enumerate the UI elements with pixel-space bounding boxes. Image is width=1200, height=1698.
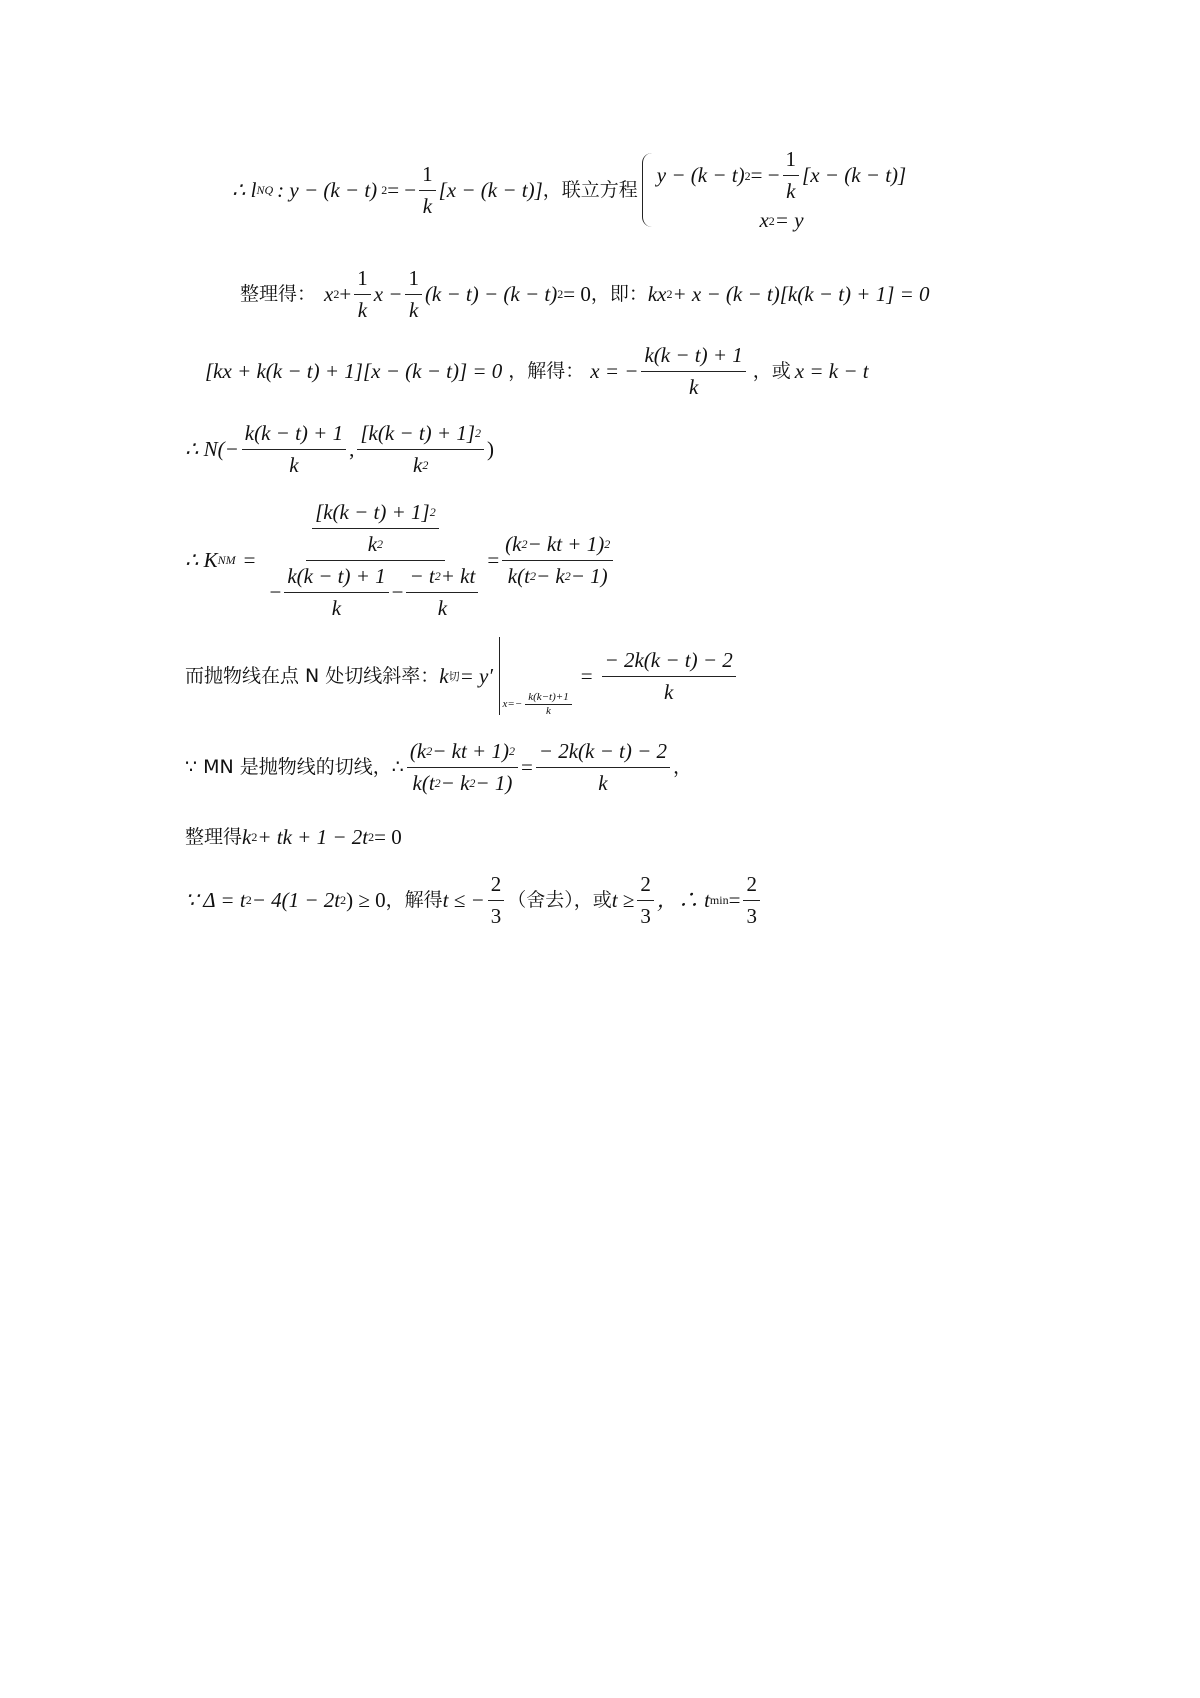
l7-f1-den-pow: 2 xyxy=(434,776,441,790)
l3-cn2: ，或 xyxy=(752,359,791,382)
l4-f1-num: k(k − t) + 1 xyxy=(242,423,346,450)
l8-b-pow: 2 xyxy=(368,830,375,844)
l7-f1-den xyxy=(410,768,516,794)
l2-b: + xyxy=(339,281,352,306)
l8-a-pow: 2 xyxy=(251,830,258,844)
l5-r-num-pow: 2 xyxy=(521,537,528,551)
l7-c: ， xyxy=(673,755,693,778)
l5-bot-a: − xyxy=(269,579,282,604)
l7-f1-den-mid: − k xyxy=(440,770,470,795)
l5-result-fraction xyxy=(502,531,613,588)
l6-a-sub: 切 xyxy=(448,669,460,683)
l5-top-frac xyxy=(312,499,439,556)
l7-a: ∵ MN 是抛物线的切线，∴ xyxy=(185,755,404,778)
l2-g: + x − (k − t)[k(k − t) + 1] = 0 xyxy=(672,281,930,306)
l2-f1-num: 1 xyxy=(354,268,371,295)
l7-f1-num-post: − kt + 1) xyxy=(432,738,509,763)
l5-bottom xyxy=(266,561,484,619)
sys1-fraction xyxy=(783,149,800,202)
l5-top-num xyxy=(312,499,439,529)
sys2-pow: 2 xyxy=(768,213,775,228)
equation-line-9 xyxy=(185,868,763,932)
equation-line-4 xyxy=(185,418,494,480)
l5-r-den xyxy=(505,561,611,587)
l1-eq-mid: = − xyxy=(387,177,417,202)
l1-frac-den: k xyxy=(422,193,433,218)
equation-line-1 xyxy=(232,147,907,232)
l9-f2-den: 3 xyxy=(640,903,651,928)
l5-b: = xyxy=(243,547,256,572)
equation-line-7 xyxy=(185,734,692,800)
l7-b: = xyxy=(520,754,533,779)
sys2-pre: x xyxy=(759,208,769,232)
l2-frac-2 xyxy=(405,265,422,322)
l2-d: (k − t) − (k − t) xyxy=(424,281,558,306)
l9-b: − 4(1 − 2t xyxy=(251,887,341,912)
l5-r-num-post: − kt + 1) xyxy=(527,531,605,556)
system-brace xyxy=(642,153,653,227)
l3-f-num: k(k − t) + 1 xyxy=(641,345,745,372)
l5-c: = xyxy=(487,547,500,572)
l4-f2-den-pow: 2 xyxy=(422,458,429,472)
l6-sub-den: k xyxy=(546,704,551,717)
equation-system xyxy=(657,149,906,231)
l3-fraction xyxy=(641,342,745,399)
l8-c: = 0 xyxy=(374,824,402,849)
l5-top-den-pow: 2 xyxy=(377,537,384,551)
l5-bot-frac-1 xyxy=(284,563,388,620)
l5-r-den-pre: k(t xyxy=(507,563,530,588)
l1-frac-num: 1 xyxy=(419,164,436,191)
l2-a-pow: 2 xyxy=(333,287,340,301)
sys1-den: k xyxy=(786,179,796,203)
l5-bot-b: − xyxy=(391,579,404,604)
sys1-post: [x − (k − t)] xyxy=(802,163,907,187)
sys1-num: 1 xyxy=(783,149,800,176)
l5-top xyxy=(306,499,445,561)
sys2-post: = y xyxy=(774,208,804,232)
l9-c: ) ≥ 0 xyxy=(346,887,386,912)
l9-frac-2 xyxy=(637,871,654,928)
l5-top-pow: 2 xyxy=(429,505,436,519)
sys1-pow: 2 xyxy=(744,168,751,183)
l9-d: t ≤ − xyxy=(442,887,485,912)
l4-a: ∴ N(− xyxy=(185,436,239,461)
system-row-1 xyxy=(657,149,906,202)
l9-f3-num: 2 xyxy=(743,874,760,901)
l4-f1-den: k xyxy=(289,452,299,477)
l1-cn: ，联立方程 xyxy=(542,178,638,201)
l9-f2-num: 2 xyxy=(637,874,654,901)
l1-eq-pow: 2 xyxy=(381,183,388,197)
l7-f2-den: k xyxy=(598,770,608,795)
l2-frac-1 xyxy=(354,265,371,322)
l3-b: x = − xyxy=(590,358,639,383)
l6-cn: 而抛物线在点 N 处切线斜率： xyxy=(185,664,440,687)
l4-b: , xyxy=(349,436,355,461)
l5-top-pre: [k(k − t) + 1] xyxy=(315,499,430,524)
l3-c: x = k − t xyxy=(794,358,869,383)
l2-cn: 整理得： xyxy=(240,282,317,305)
system-row-2 xyxy=(759,210,803,231)
l9-a: ∵ Δ = t xyxy=(185,887,246,912)
evaluation-bar xyxy=(499,637,501,715)
l5-r-num-pre: (k xyxy=(505,531,522,556)
l5-bot-f2-num-post: + kt xyxy=(440,563,476,588)
l5-bot-frac-2 xyxy=(406,563,478,620)
equation-line-8 xyxy=(185,822,402,852)
l5-r-den-post: − 1) xyxy=(570,563,608,588)
l3-a: [kx + k(k − t) + 1][x − (k − t)] = 0 xyxy=(205,358,503,383)
l2-c: x − xyxy=(373,281,403,306)
l5-top-den-base: k xyxy=(367,531,378,556)
l9-f1-den: 3 xyxy=(490,903,502,928)
equation-line-2 xyxy=(240,264,930,324)
equation-line-6 xyxy=(185,636,739,716)
l5-top-den xyxy=(365,529,386,555)
l9-f-sub: min xyxy=(709,893,729,907)
l3-cn: ，解得： xyxy=(508,359,585,382)
l5-r-num xyxy=(502,531,613,561)
l2-d-pow: 2 xyxy=(557,287,564,301)
l7-f1-num xyxy=(407,738,518,768)
l6-sub-frac xyxy=(525,692,572,717)
l5-complex-fraction xyxy=(266,499,484,620)
l6-c: = xyxy=(580,663,593,688)
l9-f: ，∴ t xyxy=(656,887,710,912)
l7-f1-num-pre: (k xyxy=(409,738,427,763)
equation-line-3 xyxy=(205,340,869,402)
l7-frac-2 xyxy=(536,738,670,795)
l5-bot-f2-den: k xyxy=(437,595,448,620)
l5-a-sub: NM xyxy=(217,553,236,567)
l2-f2-den: k xyxy=(409,297,419,322)
l9-b-pow: 2 xyxy=(340,893,347,907)
l5-r-den-pow2: 2 xyxy=(564,569,571,583)
l1-fraction xyxy=(419,161,436,218)
l4-f2-den xyxy=(410,450,431,476)
l4-c: ) xyxy=(487,436,495,461)
l1-eq-pre: : y − (k − t) xyxy=(277,177,378,202)
l9-cn: ，解得 xyxy=(385,888,443,911)
l3-f-den: k xyxy=(688,374,699,399)
l5-bot-f2-num-pow: 2 xyxy=(434,569,441,583)
equation-line-5 xyxy=(185,498,616,622)
l2-f: kx xyxy=(647,281,667,306)
l6-eval-sub xyxy=(502,692,574,717)
sys1-mid: = − xyxy=(750,163,780,187)
l5-bot-f2-num-pre: − t xyxy=(409,563,435,588)
l6-sub-pre: x=− xyxy=(502,697,523,710)
l7-f1-den-pre: k(t xyxy=(412,770,435,795)
l5-r-num-pow2: 2 xyxy=(604,537,611,551)
l4-frac-2 xyxy=(357,420,484,477)
l9-a-pow: 2 xyxy=(245,893,252,907)
l5-a: ∴ K xyxy=(185,547,218,572)
l8-b: + tk + 1 − 2t xyxy=(257,824,369,849)
l4-f2-num xyxy=(357,420,484,450)
l8-cn: 整理得 xyxy=(185,825,243,848)
l5-bot-f2-num xyxy=(406,563,478,593)
l6-fraction xyxy=(602,647,736,704)
l2-f1-den: k xyxy=(357,297,368,322)
l6-sub-num: k(k−t)+1 xyxy=(525,692,572,705)
sys1-pre: y − (k − t) xyxy=(656,163,745,187)
l5-r-den-pow: 2 xyxy=(529,569,536,583)
l7-f1-num-pow: 2 xyxy=(426,744,433,758)
l4-f2-num-pow: 2 xyxy=(475,426,482,440)
l9-frac-1 xyxy=(488,871,505,928)
l9-f1-num: 2 xyxy=(488,874,505,901)
l2-cn2: ，即： xyxy=(590,282,648,305)
l4-f2-den-pre: k xyxy=(413,452,423,477)
l6-a: k xyxy=(439,663,449,688)
l5-bot-f1-num: k(k − t) + 1 xyxy=(284,566,388,593)
l9-f3-den: 3 xyxy=(746,903,757,928)
l4-frac-1 xyxy=(242,420,346,477)
l9-frac-3 xyxy=(743,871,760,928)
l6-f-num: − 2k(k − t) − 2 xyxy=(602,650,736,677)
l5-bot-f1-den: k xyxy=(331,595,342,620)
l2-a: x xyxy=(324,281,334,306)
l9-e: t ≥ xyxy=(611,887,635,912)
l5-r-den-mid: − k xyxy=(535,563,565,588)
l1-eq-post: [x − (k − t)] xyxy=(438,177,543,202)
l7-f2-num: − 2k(k − t) − 2 xyxy=(536,741,670,768)
l7-f1-num-pow2: 2 xyxy=(508,744,515,758)
l7-f1-den-post: − 1) xyxy=(475,770,513,795)
l1-lead: ∴ l xyxy=(232,177,257,202)
l4-f2-num-pre: [k(k − t) + 1] xyxy=(360,420,476,445)
l2-f2-num: 1 xyxy=(405,268,422,295)
l2-f-pow: 2 xyxy=(666,287,673,301)
l7-frac-1 xyxy=(407,738,518,795)
l7-f1-den-pow2: 2 xyxy=(469,776,476,790)
l2-e: = 0 xyxy=(563,281,591,306)
l6-b: = y′ xyxy=(459,663,493,688)
l9-cn2: （舍去），或 xyxy=(507,888,612,911)
l9-g: = xyxy=(728,887,741,912)
l8-a: k xyxy=(242,824,252,849)
l1-lead-sub: NQ xyxy=(256,183,274,197)
l6-f-den: k xyxy=(664,679,674,704)
